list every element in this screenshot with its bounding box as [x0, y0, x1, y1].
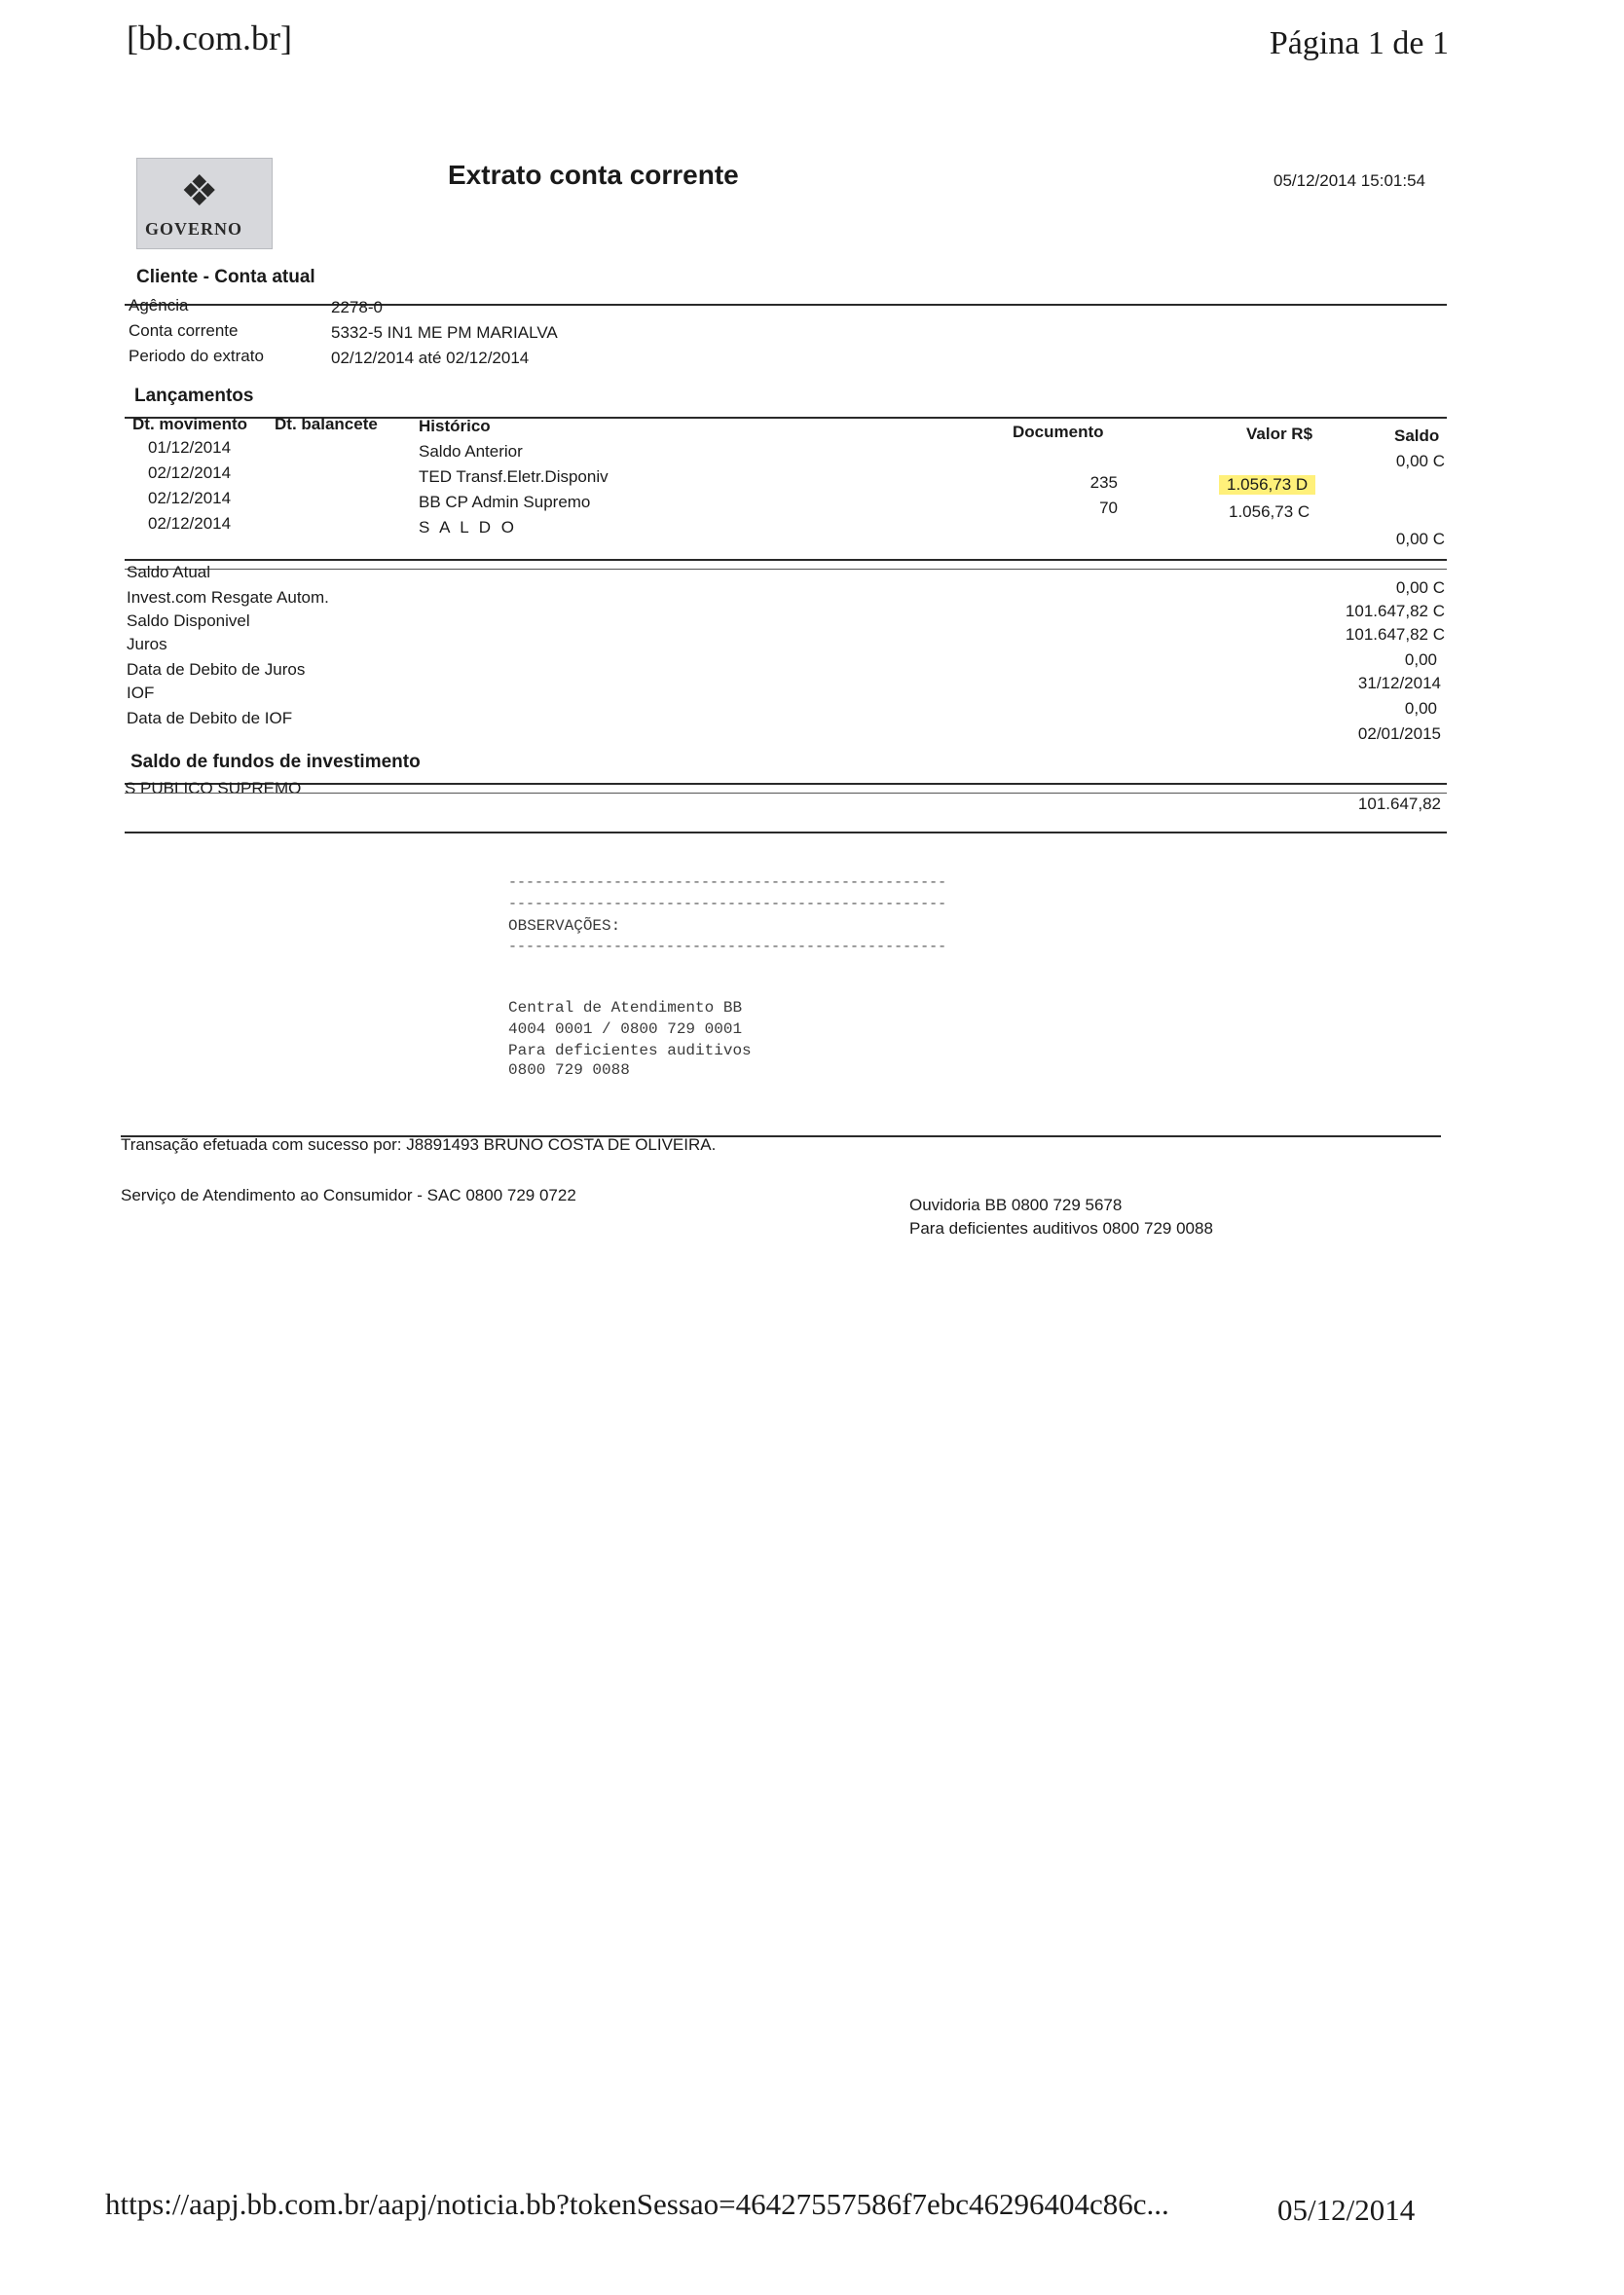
central-title: Central de Atendimento BB: [508, 999, 743, 1017]
saldo-atual-value: 0,00 C: [1395, 578, 1445, 597]
agencia-value: 2278-0: [331, 298, 383, 316]
obs-dashes-1: --------------------------------------------------: [508, 874, 947, 891]
row3-dt-movimento: 02/12/2014: [148, 489, 232, 507]
col-dt-movimento: Dt. movimento: [132, 415, 248, 433]
row4-dt-movimento: 02/12/2014: [148, 514, 232, 533]
ouvidoria-text: Ouvidoria BB 0800 729 5678: [909, 1196, 1123, 1214]
col-valor: Valor R$: [1246, 425, 1313, 443]
saldo-atual-label: Saldo Atual: [127, 563, 211, 581]
invest-value: 101.647,82 C: [1345, 602, 1445, 620]
row1-dt-movimento: 01/12/2014: [148, 438, 232, 457]
summary-divider-top: [125, 559, 1447, 561]
row1-historico: Saldo Anterior: [419, 442, 523, 461]
saldo-disponivel-value: 101.647,82 C: [1345, 625, 1445, 644]
deficientes-label: Para deficientes auditivos: [508, 1042, 752, 1059]
juros-value: 0,00: [1404, 650, 1437, 669]
conta-value: 5332-5 IN1 ME PM MARIALVA: [331, 323, 558, 342]
data-debito-juros-value: 31/12/2014: [1357, 674, 1441, 692]
summary-divider: [125, 569, 1447, 570]
statement-datetime: 05/12/2014 15:01:54: [1273, 171, 1425, 190]
col-documento: Documento: [1013, 423, 1104, 441]
row4-saldo: 0,00 C: [1395, 530, 1445, 548]
iof-value: 0,00: [1404, 699, 1437, 718]
periodo-value: 02/12/2014 até 02/12/2014: [331, 349, 530, 367]
print-date: 05/12/2014: [1277, 2193, 1416, 2227]
fundos-divider-2: [125, 793, 1447, 794]
client-section-title: Cliente - Conta atual: [136, 267, 315, 287]
row4-historico: S A L D O: [419, 518, 518, 537]
col-dt-balancete: Dt. balancete: [275, 415, 378, 433]
logo-label: GOVERNO: [145, 219, 243, 239]
sac-text: Serviço de Atendimento ao Consumidor - SAC 0800 729 0722: [121, 1186, 576, 1204]
obs-dashes-2: --------------------------------------------------: [508, 896, 947, 912]
iof-label: IOF: [127, 684, 155, 702]
row3-historico: BB CP Admin Supremo: [419, 493, 591, 511]
site-header: [bb.com.br]: [127, 19, 292, 57]
periodo-label: Periodo do extrato: [129, 347, 264, 365]
lancamentos-section-title: Lançamentos: [134, 386, 254, 406]
central-phones: 4004 0001 / 0800 729 0001: [508, 1020, 743, 1038]
data-debito-iof-value: 02/01/2015: [1357, 724, 1441, 743]
juros-label: Juros: [127, 635, 167, 653]
col-saldo: Saldo: [1394, 426, 1440, 445]
fundos-section-title: Saldo de fundos de investimento: [130, 752, 421, 772]
row2-historico: TED Transf.Eletr.Disponiv: [419, 467, 609, 486]
conta-label: Conta corrente: [129, 321, 239, 340]
agencia-label: Agência: [129, 296, 189, 315]
invest-label: Invest.com Resgate Autom.: [127, 588, 329, 607]
row2-documento: 235: [1089, 473, 1118, 492]
page-title: Extrato conta corrente: [448, 160, 739, 190]
obs-dashes-3: --------------------------------------------------: [508, 939, 947, 955]
row1-saldo: 0,00 C: [1395, 452, 1445, 470]
page-number: Página 1 de 1: [1269, 25, 1449, 61]
row2-dt-movimento: 02/12/2014: [148, 463, 232, 482]
ouvidoria-deficientes-text: Para deficientes auditivos 0800 729 0088: [909, 1219, 1213, 1238]
saldo-disponivel-label: Saldo Disponivel: [127, 611, 250, 630]
fundos-divider: [125, 783, 1447, 785]
page-url: https://aapj.bb.com.br/aapj/noticia.bb?tokenSessao=46427557586f7ebc46296404c86c...: [105, 2187, 1169, 2221]
col-historico: Histórico: [419, 417, 491, 435]
client-divider: [125, 304, 1447, 306]
bb-logo-icon: ❖: [180, 167, 219, 215]
data-debito-iof-label: Data de Debito de IOF: [127, 709, 293, 727]
bank-logo: [136, 158, 273, 249]
deficientes-phone: 0800 729 0088: [508, 1061, 630, 1079]
obs-label: OBSERVAÇÕES:: [508, 917, 621, 935]
row3-valor: 1.056,73 C: [1229, 502, 1310, 521]
fundos-bottom-rule: [125, 832, 1447, 833]
fundo-value: 101.647,82: [1357, 795, 1441, 813]
row3-documento: 70: [1099, 499, 1118, 517]
row2-valor: 1.056,73 D: [1219, 475, 1315, 495]
fundo-name: S PUBLICO SUPREMO: [125, 779, 302, 797]
data-debito-juros-label: Data de Debito de Juros: [127, 660, 306, 679]
transacao-text: Transação efetuada com sucesso por: J8891493 BRUNO COSTA DE OLIVEIRA.: [121, 1135, 717, 1154]
